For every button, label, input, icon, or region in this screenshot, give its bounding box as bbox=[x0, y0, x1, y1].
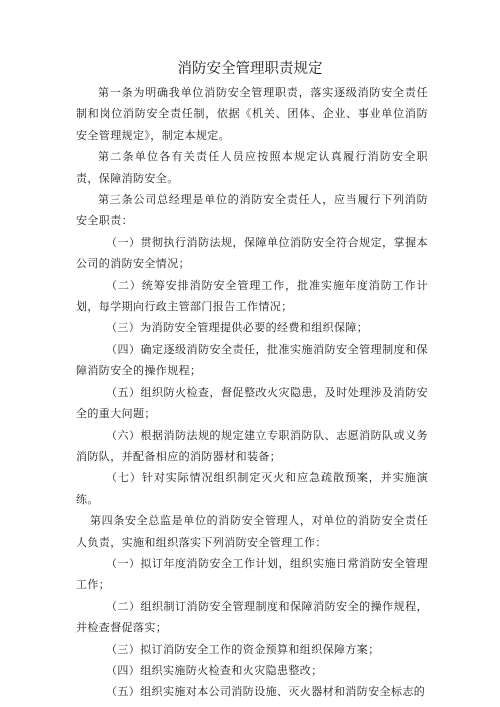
article-4-item-1: （一）拟订年度消防安全工作计划，组织实施日常消防安全管理工作； bbox=[76, 556, 428, 592]
document-title: 消防安全管理职责规定 bbox=[177, 61, 323, 77]
article-3-item-1: （一）贯彻执行消防法规，保障单位消防安全符合规定，掌握本公司的消防安全情况； bbox=[76, 235, 428, 271]
article-3-item-5: （五）组织防火检查，督促整改火灾隐患，及时处理涉及消防安全的重大问题； bbox=[76, 385, 428, 421]
article-4-item-5: （五）组织实施对本公司消防设施、灭火器材和消防安全标志的 bbox=[106, 685, 426, 699]
article-3-item-4: （四）确定逐级消防安全责任，批准实施消防安全管理制度和保障消防安全的操作规程； bbox=[76, 342, 428, 378]
document-body bbox=[76, 82, 428, 703]
article-4-item-3: （三）拟订消防安全工作的资金预算和组织保障方案； bbox=[106, 642, 380, 656]
article-4-item-4: （四）组织实施防火检查和火灾隐患整改； bbox=[106, 663, 323, 677]
article-2: 第二条单位各有关责任人员应按照本规定认真履行消防安全职责，保障消防安全。 bbox=[76, 150, 428, 185]
article-4: 第四条安全总监是单位的消防安全管理人，对单位的消防安全责任人负责，实施和组织落实下列消防安全管理工作： bbox=[76, 514, 428, 549]
article-3-item-7: （七）针对实际情况组织制定灭火和应急疏散预案，并实施演练。 bbox=[76, 471, 428, 506]
article-3-item-2: （二）统筹安排消防安全管理工作，批准实施年度消防工作计划，每学期向行政主管部门报告工作情况； bbox=[76, 278, 428, 314]
article-1: 第一条为明确我单位消防安全管理职责，落实逐级消防安全责任制和岗位消防安全责任制，依据《机关、团体、企业、事业单位消防安全管理规定》，制定本规定。 bbox=[76, 86, 428, 142]
article-3-item-3: （三）为消防安全管理提供必要的经费和组织保障； bbox=[106, 321, 369, 335]
article-3: 第三条公司总经理是单位的消防安全责任人，应当履行下列消防安全职责： bbox=[76, 193, 428, 228]
article-4-item-2: （二）组织制订消防安全管理制度和保障消防安全的操作规程，并检查督促落实； bbox=[76, 599, 428, 635]
article-3-item-6: （六）根据消防法规的规定建立专职消防队、志愿消防队或义务消防队，并配备相应的消防器材和装备； bbox=[76, 428, 428, 463]
